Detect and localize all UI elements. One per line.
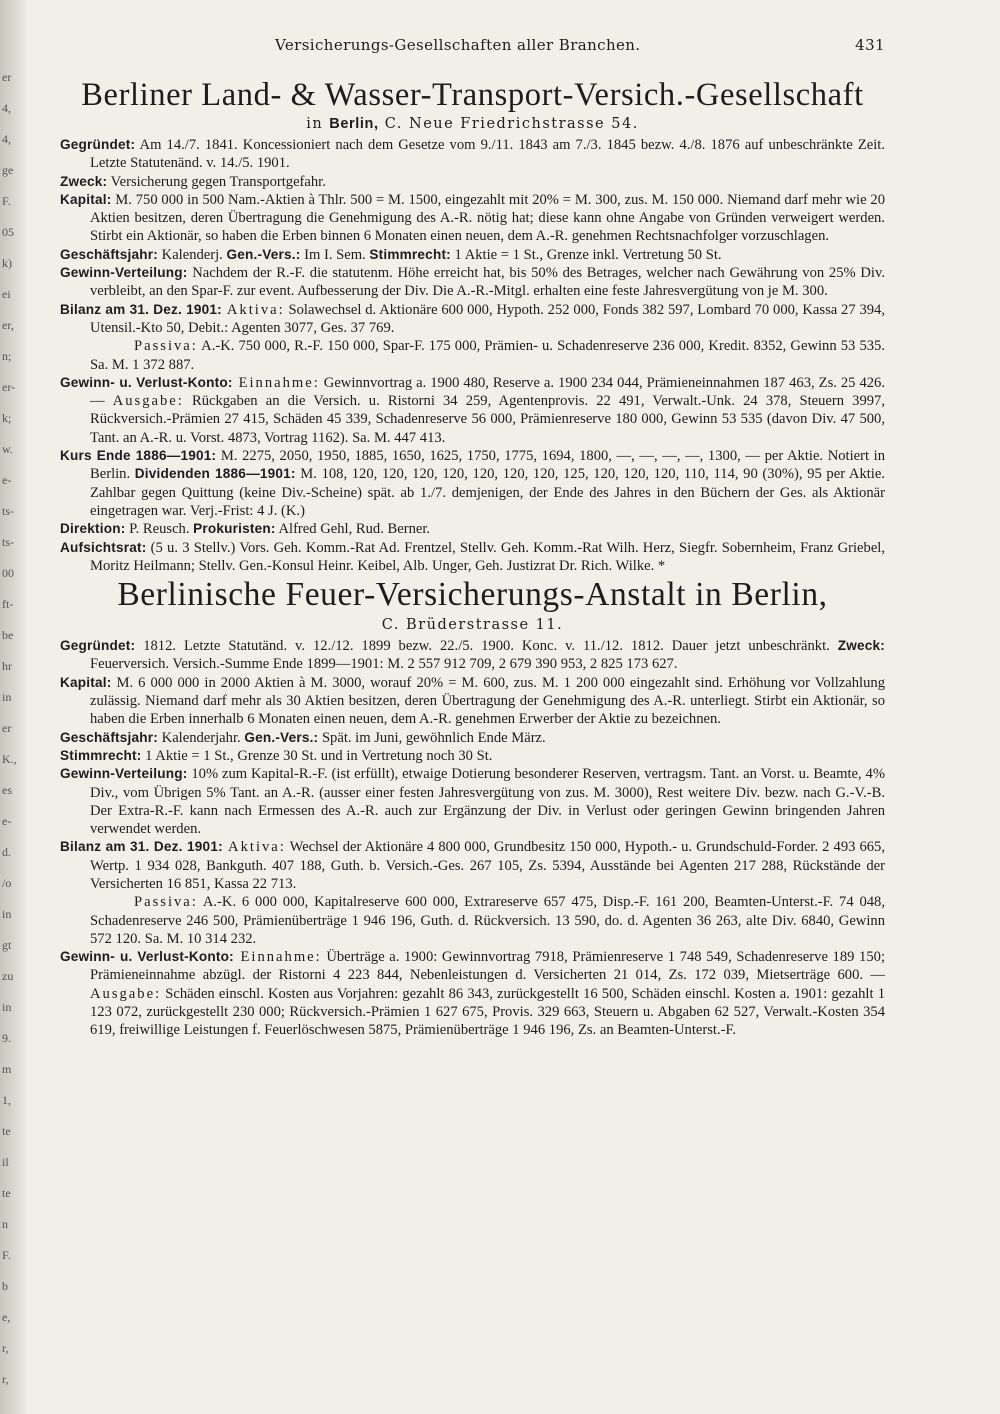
entry-text: Am 14./7. 1841. Koncessioniert nach dem Gesetze vom 9./11. 1843 am 7./3. 1845 bezw. 4./8. 1876 auf unbeschränkte Zeit. Letzte Statutenänd. v. 14./5. 1901.: [90, 137, 885, 172]
margin-fragment: 1,: [2, 1093, 11, 1107]
margin-fragment: hr: [2, 659, 12, 673]
company-title: Berlinische Feuer-Versicherungs-Anstalt in Berlin,: [117, 576, 828, 614]
entry-keyword: Geschäftsjahr:: [60, 729, 158, 745]
entry-keyword: Gewinn-Verteilung:: [60, 766, 188, 782]
entry-paragraph: [60, 765, 885, 838]
margin-fragment: be: [2, 628, 14, 642]
margin-fragment: ts-: [2, 504, 14, 518]
margin-fragment: in: [2, 907, 12, 921]
entry-paragraph: [60, 747, 885, 765]
entry-paragraph: [60, 301, 885, 338]
margin-fragment: e-: [2, 473, 12, 487]
entry-keyword: Direktion:: [60, 521, 126, 537]
company-entry-berlinische-feuer: [60, 575, 885, 1040]
previous-page-edge: [0, 0, 26, 1414]
margin-fragment: k): [2, 256, 12, 270]
entry-text: P. Reusch.: [125, 521, 194, 538]
entry-text: Versicherung gegen Transportgefahr.: [107, 173, 326, 190]
margin-fragment: er-: [2, 380, 16, 394]
entry-keyword: Aufsichtsrat:: [60, 539, 147, 555]
running-head: Versicherungs-Gesellschaften aller Branchen.: [275, 36, 641, 54]
entry-keyword: Kapital:: [60, 191, 112, 207]
entry-text: 1 Aktie = 1 St., Grenze inkl. Vertretung 50 St.: [450, 246, 722, 263]
spaced-label: Aktiva:: [221, 301, 285, 318]
margin-fragment: k;: [2, 411, 12, 425]
entry-keyword: Dividenden 1886—1901:: [134, 466, 296, 482]
margin-fragment: gt: [2, 938, 12, 952]
margin-fragment: K.,: [2, 752, 17, 766]
margin-fragment: n: [2, 1217, 8, 1231]
margin-fragment: d.: [2, 845, 11, 859]
entry-paragraph: [60, 674, 885, 729]
entry-paragraph: [60, 729, 885, 747]
margin-fragment: r,: [2, 1341, 9, 1355]
address-rest: C. Neue Friedrichstrasse 54.: [378, 116, 639, 132]
entry-paragraph: [60, 447, 885, 520]
margin-fragment: er,: [2, 318, 14, 332]
margin-fragment: 4,: [2, 101, 11, 115]
entry-text: Alfred Gehl, Rud. Berner.: [275, 521, 431, 538]
entry-paragraph: [60, 136, 885, 173]
margin-fragment: zu: [2, 969, 14, 983]
entry-text: Schäden einschl. Kosten aus Vorjahren: gezahlt 86 343, zurückgestellt 16 500, Schäden einschl. Kosten a. 1901: gezahlt 1 123 072, zurückgestellt 230 000; Rückversich.-Prämien 1 627 675, Provis. 329 663, Steuern u. Abgaben 62 527, Verwalt.-Kosten 354 619, freiwillige Leistungen f. Feuerlöschwesen 5875, Prämienüberträge 1 946 196, Zs. an Beamten-Unterst.-F.: [90, 985, 885, 1039]
entry-paragraph: [60, 264, 885, 301]
margin-fragment: 4,: [2, 132, 11, 146]
entry-paragraph: [60, 637, 885, 674]
entry-paragraph: [60, 173, 885, 191]
entry-paragraph: [60, 337, 885, 374]
entry-keyword: Prokuristen:: [193, 521, 276, 537]
entry-keyword: Kapital:: [60, 674, 112, 690]
entry-body: [60, 136, 885, 575]
margin-fragment: il: [2, 1155, 9, 1169]
company-title: Berliner Land- & Wasser-Transport-Versich.-Gesellschaft: [81, 77, 864, 113]
spaced-label: Ausgabe:: [112, 393, 184, 410]
entry-body: [60, 637, 885, 1040]
entry-text: Feuerversich. Versich.-Summe Ende 1899—1901: M. 2 557 912 709, 2 679 390 953, 2 825 173 627.: [90, 656, 678, 673]
margin-fragment: ft-: [2, 597, 14, 611]
entry-text: 10% zum Kapital-R.-F. (ist erfüllt), etwaige Dotierung besonderer Reserven, vertragsm. Tant. an Vorst. u. Beamte, 4% Div., vom Übrigen 5% Tant. an A.-R. (ausser einer festen Jahresvergütung von zus. M. 3000), Rest weitere Div. bezw. nach G.-V.-B. Der Extra-R.-F. kann nach Ermessen des A.-R. auch zur Ergänzung der Div. in Verlust oder geringen Gewinn bringenden Jahren verwendet werden.: [90, 766, 885, 838]
entry-text: Solawechsel d. Aktionäre 600 000, Hypoth. 252 000, Fonds 382 597, Lombard 70 000, Kassa 27 394, Utensil.-Kto 50, Debit.: Agenten 3077, Ges. 37 769.: [90, 301, 886, 336]
company-entry-berliner-land-wasser: [60, 76, 885, 575]
entry-keyword: Gegründet:: [60, 638, 136, 654]
entry-keyword: Geschäftsjahr:: [60, 246, 158, 262]
entry-paragraph: [60, 539, 885, 576]
margin-fragment: m: [2, 1062, 12, 1076]
entry-text: Nachdem der R.-F. die statutenm. Höhe erreicht hat, bis 50% des Betrages, welcher nach Gewährung von 25% Div. verbleibt, an den Spar-F. zur event. Aufbesserung der Div. Die A.-R.-Mitgl. erhalten eine feste Jahresvergütung von je M. 300.: [90, 265, 885, 300]
margin-fragment: r,: [2, 1372, 9, 1386]
entry-keyword: Bilanz am 31. Dez. 1901:: [60, 839, 223, 855]
margin-fragment: in: [2, 690, 12, 704]
entry-keyword: Gewinn- u. Verlust-Konto:: [60, 374, 233, 390]
entry-text: M. 108, 120, 120, 120, 120, 120, 120, 120, 125, 120, 120, 120, 110, 114, 90 (30%), 95 per Aktie. Zahlbar gegen Quittung (keine Div.-Scheine) spät. ab 1./7. demjenigen, der Ende des Jahres in den Büchern der Ges. als Aktionär eingetragen war. Verj.-Frist: 4 J. (K.): [90, 466, 885, 519]
entry-text: A.-K. 6 000 000, Kapitalreserve 600 000, Extrareserve 657 475, Disp.-F. 161 200, Beamten-Unterst.-F. 74 048, Schadenreserve 246 500, Prämienüberträge 1 946 196, Guth. d. Rückversich. 13 590, do. d. Agenten 36 263, alte Div. 6840, Gewinn 572 120. Sa. M. 10 314 232.: [90, 894, 885, 947]
spaced-label: Passiva:: [134, 338, 198, 355]
margin-fragment: es: [2, 783, 12, 797]
entry-keyword: Gewinn- u. Verlust-Konto:: [60, 949, 234, 965]
company-address: [60, 114, 885, 134]
entry-keyword: Zweck:: [837, 638, 885, 654]
margin-fragment: w.: [2, 442, 13, 456]
entry-keyword: Bilanz am 31. Dez. 1901:: [60, 301, 222, 317]
running-header: [60, 36, 885, 62]
margin-fragment: ei: [2, 287, 11, 301]
margin-fragment: F.: [2, 194, 11, 208]
margin-fragment: b: [2, 1279, 8, 1293]
entry-text: (5 u. 3 Stellv.) Vors. Geh. Komm.-Rat Ad. Frentzel, Stellv. Geh. Komm.-Rat Wilh. Herz, Siegfr. Sobernheim, Franz Griebel, Moritz Heilmann; Stellv. Gen.-Konsul Heinr. Keibel, Alb. Unger, Geh. Justizrat Dr. Rich. Wilke. *: [90, 539, 885, 574]
margin-fragment: te: [2, 1186, 11, 1200]
entry-paragraph: [60, 948, 885, 1039]
entry-text: 1 Aktie = 1 St., Grenze 30 St. und in Vertretung noch 30 St.: [141, 747, 493, 764]
entry-text: M. 2275, 2050, 1950, 1885, 1650, 1625, 1750, 1775, 1694, 1800, —, —, —, —, 1300, — per Aktie. Notiert in Berlin.: [90, 448, 885, 483]
entry-text: Spät. im Juni, gewöhnlich Ende März.: [318, 729, 546, 746]
entry-text: Überträge a. 1900: Gewinnvortrag 7918, Prämienreserve 1 748 549, Schadenreserve 189 150; Prämieneinnahme abzügl. der Ristorni 4 223 844, Nebenleistungen d. Versicherten 21 014, Zs. 172 039, Mietserträge 600. —: [90, 949, 886, 984]
spaced-label: Ausgabe:: [90, 985, 162, 1002]
entry-text: Wechsel der Aktionäre 4 800 000, Grundbesitz 150 000, Hypoth.- u. Grundschuld-Forder. 2 493 665, Wertp. 1 934 028, Bankguth. 407 188, Guth. b. Versich.-Ges. 267 105, Zs. 5394, Ausstände bei Agenten 217 288, Rückstände der Versicherten 16 851, Kassa 22 713.: [90, 839, 886, 892]
entry-keyword: Gen.-Vers.:: [226, 246, 301, 262]
entry-text: Rückgaben an die Versich. u. Ristorni 34 259, Agentenprovis. 22 491, Verwalt.-Unk. 24 378, Steuern 3997, Rückversich.-Prämien 27 415, Schäden 45 339, Schadenreserve 56 000, Prämienreserve 180 000, Gewinn 53 535 (davon Div. 47 500, Tant. an A.-R. u. Vorst. 4873, Vortrag 1162). Sa. M. 447 413.: [90, 393, 886, 446]
spaced-label: Aktiva:: [222, 839, 286, 856]
entry-keyword: Gegründet:: [60, 137, 136, 152]
entry-text: A.-K. 750 000, R.-F. 150 000, Spar-F. 175 000, Prämien- u. Schadenreserve 236 000, Kredit. 8352, Gewinn 53 535. Sa. M. 1 372 887.: [90, 338, 885, 373]
entry-text: Kalenderj.: [158, 246, 227, 263]
page: [60, 36, 885, 1040]
entry-text: Im I. Sem.: [300, 246, 370, 263]
margin-fragment: e-: [2, 814, 12, 828]
address-prefix: in: [306, 116, 330, 132]
margin-fragment: 9.: [2, 1031, 11, 1045]
entry-text: 1812. Letzte Statutänd. v. 12./12. 1899 bezw. 22./5. 1900. Konc. v. 11./12. 1812. Dauer jetzt unbeschränkt.: [135, 638, 838, 655]
page-number: 431: [855, 36, 885, 54]
address-city: Berlin,: [329, 116, 379, 132]
entry-paragraph: [60, 191, 885, 246]
margin-fragment: ts-: [2, 535, 14, 549]
spaced-label: Passiva:: [134, 894, 198, 911]
margin-fragment: e,: [2, 1310, 11, 1324]
company-address: C. Brüderstrasse 11.: [381, 617, 564, 634]
margin-fragment: te: [2, 1124, 11, 1138]
spaced-label: Einnahme:: [232, 374, 320, 391]
margin-fragment: /o: [2, 876, 12, 890]
entry-paragraph: [60, 893, 885, 948]
margin-fragment: F.: [2, 1248, 11, 1262]
margin-fragment: n;: [2, 349, 12, 363]
margin-fragment: 05: [2, 225, 14, 239]
entry-keyword: Kurs Ende 1886—1901:: [60, 448, 217, 464]
margin-fragment: er: [2, 721, 12, 735]
entry-keyword: Zweck:: [60, 173, 108, 189]
entry-keyword: Stimmrecht:: [369, 246, 451, 262]
entry-keyword: Gewinn-Verteilung:: [60, 265, 188, 281]
margin-fragment: in: [2, 1000, 12, 1014]
entry-paragraph: [60, 374, 885, 447]
entry-text: Kalenderjahr.: [158, 729, 245, 746]
entry-text: Gewinnvortrag a. 1900 480, Reserve a. 1900 234 044, Prämieneinnahmen 187 463, Zs. 25 426. —: [90, 374, 885, 410]
entry-keyword: Gen.-Vers.:: [244, 729, 319, 745]
entry-keyword: Stimmrecht:: [60, 747, 142, 763]
spaced-label: Einnahme:: [233, 949, 322, 966]
entry-text: M. 6 000 000 in 2000 Aktien à M. 3000, worauf 20% = M. 600, zus. M. 1 200 000 eingezahlt sind. Erhöhung vor Vollzahlung zulässig. Niemand darf mehr als 30 Aktien besitzen, deren Übertragung der Genehmigung des A.-R. unterliegt. Stirbt ein Aktionär, so haben die Erben innerhalb 6 Monaten einen neuen, dem A.-R. genehmen Erwerber der Aktie zu bezeichnen.: [90, 674, 885, 728]
entry-paragraph: [60, 246, 885, 264]
margin-fragment: ge: [2, 163, 14, 177]
entry-paragraph: [60, 520, 885, 538]
entry-text: M. 750 000 in 500 Nam.-Aktien à Thlr. 500 = M. 1500, eingezahlt mit 20% = M. 300, zus. M. 150 000. Niemand darf mehr wie 20 Aktien besitzen, deren Übertragung die Genehmigung des A.-R. nötig hat; diese kann ohne Angabe von Gründen verweigert werden. Stirbt ein Aktionär, so haben die Erben binnen 6 Monaten einen neuen, dem A.-R. genehmen Rechtsnachfolger vorzuschlagen.: [90, 191, 885, 245]
margin-fragment: er: [2, 70, 12, 84]
entry-paragraph: [60, 838, 885, 893]
margin-fragment: 00: [2, 566, 14, 580]
